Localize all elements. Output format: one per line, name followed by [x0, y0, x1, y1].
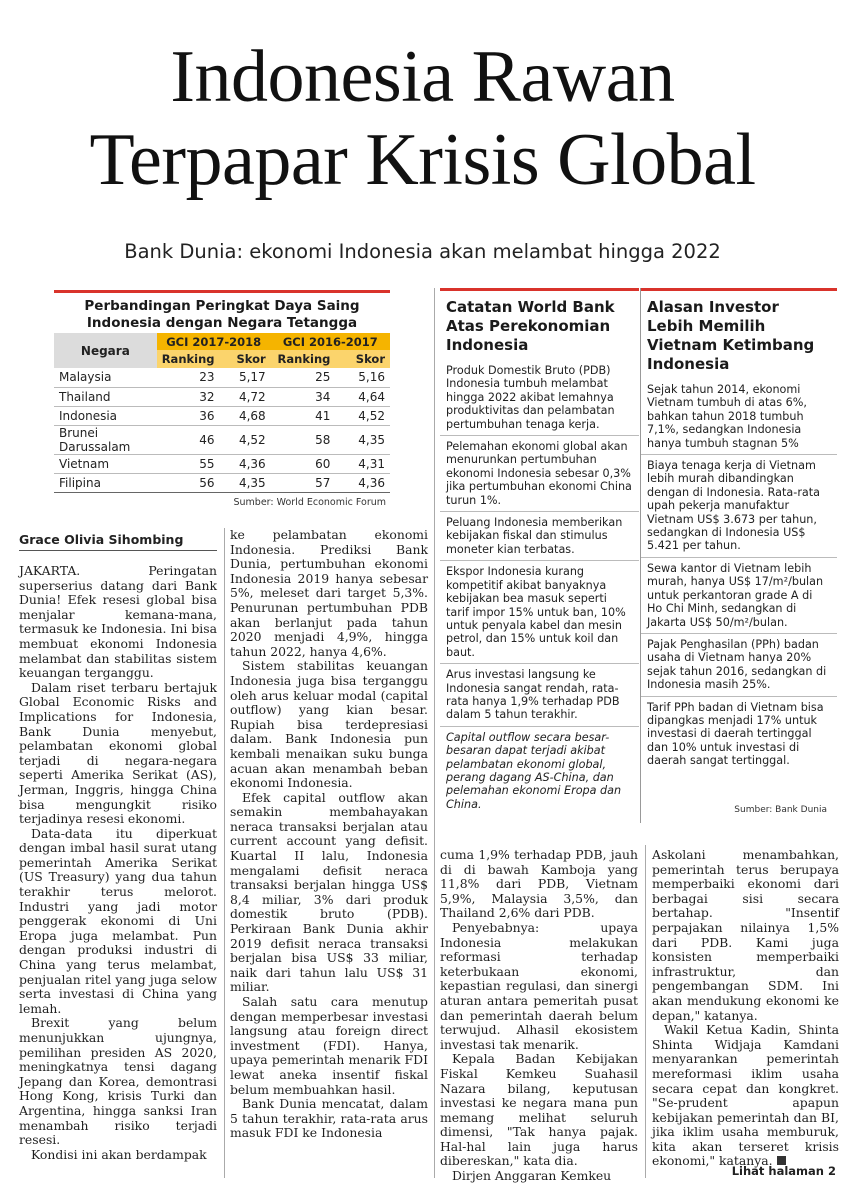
- table-cell: 5,16: [335, 368, 390, 387]
- table-row: [54, 454, 390, 473]
- table-cell: 32: [157, 387, 220, 406]
- subheadline: Bank Dunia: ekonomi Indonesia akan melambat hingga 2022: [124, 240, 721, 263]
- table-cell: 4,52: [220, 425, 271, 454]
- article-paragraph: Sistem stabilitas keuangan Indonesia juga bisa terganggu oleh arus keluar modal (capital outflow) yang kian besar. Rupiah bisa terdepresiasi dalam. Bank Indonesia pun kembali menaikan suku bunga acuan akan menambah beban ekonomi Indonesia.: [230, 658, 428, 791]
- sidebar-item: Pajak Penghasilan (PPh) badan usaha di Vietnam hanya 20% sejak tahun 2016, sedangkan di Indonesia masih 25%.: [641, 634, 837, 697]
- sidebar-top-rule: [440, 288, 639, 291]
- sidebar-item: Biaya tenaga kerja di Vietnam lebih murah dibandingkan dengan di Indonesia. Rata-rata upah pekerja manufaktur Vietnam US$ 3.673 per tahun, sedangkan di Indonesia US$ 5.421 per tahun.: [641, 455, 837, 558]
- table-header-country: Negara: [54, 333, 157, 368]
- article-paragraph: cuma 1,9% terhadap PDB, jauh di di bawah Kamboja yang 11,8% dari PDB, Vietnam 5,9%, Malaysia 3,5%, dan Thailand 2,6% dari PDB.: [440, 847, 638, 921]
- table-header-gci-2016-2017: GCI 2016-2017: [271, 333, 390, 350]
- sidebar-item: Sejak tahun 2014, ekonomi Vietnam tumbuh di atas 6%, bahkan tahun 2018 tumbuh 7,1%, sedangkan Indonesia hanya tumbuh stagnan 5%: [641, 379, 837, 455]
- sidebar-title: [647, 298, 833, 374]
- sidebar-item: Tarif PPh badan di Vietnam bisa dipangkas menjadi 17% untuk investasi di daerah tertinggal dan 10% untuk investasi di daerah sangat tertinggal.: [647, 700, 824, 768]
- sidebar-list: [440, 360, 639, 815]
- sidebar-item: Sewa kantor di Vietnam lebih murah, hanya US$ 17/m²/bulan untuk perkantoran grade A di Ho Chi Minh, sedangkan di Jakarta US$ 50/m²/bulan.: [641, 558, 837, 634]
- table-subheader-skor: Skor: [220, 350, 271, 368]
- article-paragraph: Dalam riset terbaru bertajuk Global Economic Risks and Implications for Indonesia, Bank Dunia menyebut, pelambatan ekonomi global terjadi di negara-negara seperti Amerika Serikat (AS), Jerman, Inggris, hingga China bisa mengungkit risiko terjadinya resesi ekonomi.: [19, 679, 217, 827]
- headline-line-2: Terpapar Krisis Global: [89, 119, 756, 201]
- ranking-table-box: [54, 290, 390, 512]
- article-paragraph: Efek capital outflow akan semakin membahayakan neraca transaksi berjalan atau current account yang defisit. Kuartal II lalu, Indonesia mengalami defisit neraca transaksi berjalan hingga US$ 8,4 miliar, 3% dari produk domestik bruto (PDB). Perkiraan Bank Dunia akhir 2019 defisit neraca transaksi berjalan bisa US$ 33 miliar, naik dari tahun lalu US$ 31 miliar.: [230, 789, 428, 995]
- headline-line-1: Indonesia Rawan: [170, 36, 675, 118]
- article-paragraph: ke pelambatan ekonomi Indonesia. Prediksi Bank Dunia, pertumbuhan ekonomi Indonesia 2019 hanya sebesar 5%, meleset dari target 5,3%. Penurunan pertumbuhan PDB akan berlanjut pada tahun 2020 menjadi 4,9%, hingga tahun 2022, hanya 4,6%.: [230, 527, 428, 659]
- table-title: [54, 298, 390, 332]
- table-row: [54, 406, 390, 425]
- table-subheader-skor: Skor: [335, 350, 390, 368]
- sidebar-title-line: Alasan Investor: [647, 298, 779, 316]
- article-paragraph: Dirjen Anggaran Kemkeu: [452, 1168, 612, 1184]
- continued-on-page-link[interactable]: Lihat halaman 2: [731, 1164, 836, 1178]
- sidebar-item: Produk Domestik Bruto (PDB) Indonesia tumbuh melambat hingga 2022 akibat lemahnya produktivitas dan pelambatan pertumbuhan tenaga kerja.: [440, 360, 639, 436]
- table-title-line-1: Perbandingan Peringkat Daya Saing: [84, 298, 360, 314]
- sidebar-list: [641, 379, 837, 772]
- sidebar-world-bank-notes: [440, 288, 639, 823]
- sidebar-item: Peluang Indonesia memberikan kebijakan fiskal dan stimulus moneter kian terbatas.: [440, 512, 639, 561]
- table-cell: 55: [157, 454, 220, 473]
- table-cell: 4,52: [335, 406, 390, 425]
- table-cell: 23: [157, 368, 220, 387]
- table-row: [54, 425, 390, 454]
- table-row: [54, 368, 390, 387]
- sidebar-title-line: Atas Perekonomian: [446, 317, 611, 335]
- column-divider: [645, 845, 646, 1178]
- table-cell-country: Indonesia: [54, 406, 157, 425]
- sidebar-vietnam-reasons: [640, 288, 837, 823]
- article-paragraph: Penyebabnya: upaya Indonesia melakukan reformasi terhadap keterbukaan ekonomi, kepastian regulasi, dan sinergi aturan antara pemeritah pusat dan pemerintah daerah belum terwujud. Alhasil ekosistem investasi tak menarik.: [440, 919, 638, 1052]
- sidebar-source: Sumber: Bank Dunia: [734, 805, 827, 815]
- table-cell: 4,36: [220, 454, 271, 473]
- article-paragraph: Askolani menambahkan, pemerintah terus berupaya memperbaiki ekonomi dari berbagai sisi secara bertahap. "Insentif perpajakan nilainya 1,5% dari PDB. Kami juga konsisten memperbaiki infrastruktur, dan pengembangan SDM. Ini akan mendukung ekonomi ke depan," katanya.: [652, 847, 839, 1023]
- column-divider: [224, 528, 225, 1178]
- table-subheader-ranking: Ranking: [271, 350, 336, 368]
- table-cell: 60: [271, 454, 336, 473]
- table-cell: 41: [271, 406, 336, 425]
- article-paragraph: JAKARTA. Peringatan superserius datang dari Bank Dunia! Efek resesi global bisa menjalar kemana-mana, termasuk ke Indonesia. Ini bisa membuat ekonomi Indonesia melambat dan stabilitas sistem keuangan terganggu.: [19, 563, 217, 681]
- table-cell-country: Malaysia: [54, 368, 157, 387]
- table-row: [54, 473, 390, 492]
- article-paragraph: [652, 1023, 839, 1169]
- sidebar-title-line: Indonesia: [446, 336, 529, 354]
- table-top-rule: [54, 290, 390, 293]
- sidebar-title-line: Lebih Memilih: [647, 317, 766, 335]
- article-paragraph: Kondisi ini akan berdampak: [31, 1146, 207, 1162]
- article-paragraph: Brexit yang belum menunjukkan ujungnya, pemilihan presiden AS 2020, meningkatnya tensi dagang Jepang dan Korea, demontrasi Hong Kong, krisis Turki dan Argentina, hingga sanksi Iran menambah risiko terjadi resesi.: [19, 1015, 217, 1148]
- table-cell: 57: [271, 473, 336, 492]
- table-header-gci-2017-2018: GCI 2017-2018: [157, 333, 271, 350]
- article-column-1: [19, 564, 217, 1162]
- table-cell-country: Thailand: [54, 387, 157, 406]
- sidebar-title-line: Catatan World Bank: [446, 298, 615, 316]
- sidebar-title: [446, 298, 635, 355]
- table-cell-country: Filipina: [54, 473, 157, 492]
- table-cell: 4,72: [220, 387, 271, 406]
- sidebar-item: Capital outflow secara besar-besaran dapat terjadi akibat pelambatan ekonomi global, perang dagang AS-China, dan pelemahan ekonomi Eropa dan China.: [446, 730, 622, 811]
- sidebar-title-line: Indonesia: [647, 355, 730, 373]
- article-column-4: [652, 848, 839, 1169]
- article-paragraph-text: Wakil Ketua Kadin, Shinta Shinta Widjaja Kamdani menyarankan pemerintah mereformasi iklim usaha secara cepat dan kongkret. "Se-prudent apapun kebijakan pemerintah dan BI, jika iklim usaha memburuk, kita akan terseret krisis ekonomi," katanya.: [652, 1022, 839, 1169]
- byline: Grace Olivia Sihombing: [19, 532, 217, 551]
- table-cell: 25: [271, 368, 336, 387]
- sidebar-item: Ekspor Indonesia kurang kompetitif akibat banyaknya kebijakan bea masuk seperti tarif impor 15% untuk ban, 10% untuk penyala kabel dan mesin petrol, dan 15% untuk koil dan baut.: [440, 561, 639, 664]
- table-cell: 5,17: [220, 368, 271, 387]
- table-cell: 58: [271, 425, 336, 454]
- table-source: Sumber: World Economic Forum: [233, 497, 386, 508]
- sidebar-title-line: Vietnam Ketimbang: [647, 336, 815, 354]
- table-cell: 4,64: [335, 387, 390, 406]
- table-cell-country: Brunei Darussalam: [54, 425, 157, 454]
- table-subheader-ranking: Ranking: [157, 350, 220, 368]
- article-paragraph: Salah satu cara menutup dengan memperbesar investasi langsung atau foreign direct investment (FDI). Hanya, upaya pemerintah menarik FDI lewat aneka insentif fiskal belum membuahkan hasil.: [230, 994, 428, 1097]
- sidebar-item: Pelemahan ekonomi global akan menurunkan pertumbuhan ekonomi Indonesia sebesar 0,3% jika pertumbuhan ekonomi China turun 1%.: [440, 436, 639, 512]
- sidebar-top-rule: [641, 288, 837, 291]
- table-cell: 4,31: [335, 454, 390, 473]
- table-cell: 56: [157, 473, 220, 492]
- sidebar-item: Arus investasi langsung ke Indonesia sangat rendah, rata-rata hanya 1,9% terhadap PDB dalam 5 tahun terakhir.: [440, 664, 639, 727]
- column-divider: [434, 288, 435, 1178]
- article-paragraph: Data-data itu diperkuat dengan imbal hasil surat utang pemerintah Amerika Serikat (US Treasury) yang dua tahun terakhir terus melorot. Industri yang jadi motor penggerak ekonomi di Uni Eropa juga melambat. Pun dengan produksi industri di China yang terus melambat, penjualan ritel yang juga selow serta investasi di China yang lemah.: [19, 825, 217, 1016]
- article-column-3: [440, 848, 638, 1184]
- article-column-2: [230, 528, 428, 1141]
- table-cell: 36: [157, 406, 220, 425]
- table-cell: 4,68: [220, 406, 271, 425]
- article-paragraph: Kepala Badan Kebijakan Fiskal Kemkeu Suahasil Nazara bilang, keputusan investasi ke negara mana pun memang melihat seluruh dimensi, "Tak hanya pajak. Hal-hal lain juga harus dibereskan," kata dia.: [440, 1051, 638, 1169]
- table-cell-country: Vietnam: [54, 454, 157, 473]
- table-cell: 4,35: [220, 473, 271, 492]
- table-title-line-2: Indonesia dengan Negara Tetangga: [86, 315, 358, 331]
- ranking-table: [54, 333, 390, 493]
- article-paragraph: Bank Dunia mencatat, dalam 5 tahun terakhir, rata-rata arus masuk FDI ke Indonesia: [230, 1096, 428, 1141]
- table-row: [54, 387, 390, 406]
- table-cell: 4,36: [335, 473, 390, 492]
- table-cell: 4,35: [335, 425, 390, 454]
- table-cell: 34: [271, 387, 336, 406]
- table-cell: 46: [157, 425, 220, 454]
